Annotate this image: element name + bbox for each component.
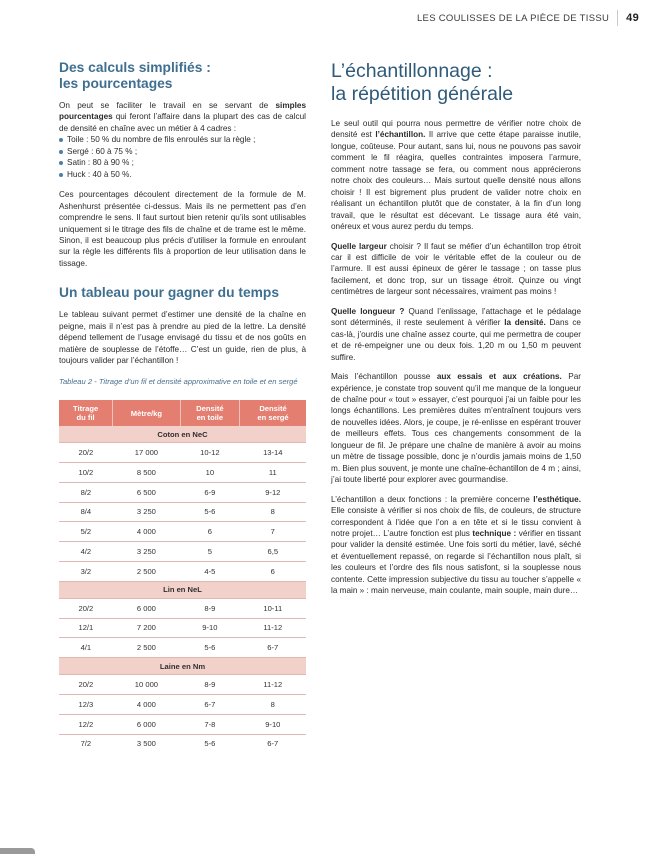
title-line: L’échantillonnage : [331, 60, 493, 82]
density-table [59, 400, 306, 753]
table-cell: 6-7 [180, 694, 239, 714]
table-cell: 9-10 [240, 714, 306, 734]
table-cell: 11 [240, 463, 306, 483]
table-cell: 9-10 [180, 618, 239, 638]
table-cell: 7-8 [180, 714, 239, 734]
table-cell: 12/3 [59, 694, 113, 714]
table-cell: 5-6 [204, 739, 216, 749]
group-label: Coton en NeC [59, 426, 306, 443]
header-divider [617, 10, 618, 26]
table-cell: 4/1 [59, 638, 113, 658]
table-cell: 6 [240, 561, 306, 581]
column-header: Densité en sergé [240, 400, 306, 426]
list-item: Sergé : 60 à 75 % ; [59, 146, 306, 157]
table-row [59, 638, 306, 658]
table-cell: 8/2 [59, 482, 113, 502]
table-cell: 12/2 [59, 714, 113, 734]
right-column [331, 60, 581, 597]
table-cell: 5/2 [59, 522, 113, 542]
table-body [59, 426, 306, 753]
table-cell: 20/2 [59, 675, 113, 695]
table-cell: 10-11 [240, 598, 306, 618]
table-cell: 11-12 [240, 618, 306, 638]
table-cell: 6-9 [180, 482, 239, 502]
table-cell: 17 000 [113, 443, 180, 463]
page-number: 49 [626, 12, 639, 24]
column-header: Mètre/kg [113, 400, 180, 426]
table-cell: 8/4 [59, 502, 113, 522]
title-line: les pourcentages [59, 76, 173, 91]
table-group-row [59, 426, 306, 443]
table-cell: 7 [240, 522, 306, 542]
table-header-row [59, 400, 306, 426]
table-cell: 2 500 [113, 561, 180, 581]
table-cell: 6 000 [113, 714, 180, 734]
table-cell: 10 [180, 463, 239, 483]
table-cell: 7/2 [80, 739, 92, 749]
table-group-row [59, 581, 306, 598]
table-cell: 8 [240, 502, 306, 522]
table-cell: 8-9 [180, 598, 239, 618]
main-title [331, 60, 581, 106]
table-cell: 20/2 [59, 598, 113, 618]
list-item: Satin : 80 à 90 % ; [59, 157, 306, 168]
table-cell: 6-7 [267, 739, 279, 749]
table-cell: 6-7 [240, 638, 306, 658]
table-row [59, 542, 306, 562]
bold-text: simples pourcentages [59, 101, 306, 122]
table-cell: 12/1 [59, 618, 113, 638]
column-header: Densité en toile [180, 400, 239, 426]
table-cell: 6,5 [240, 542, 306, 562]
table-cell: 3 250 [113, 542, 180, 562]
title-line: la répétition générale [331, 83, 514, 105]
running-header [417, 9, 639, 27]
table-group-row [59, 658, 306, 675]
text-run: qui feront l’affaire dans la plupart des cas de calcul de densité en chaîne avec un métier à 4 cadres : [59, 112, 306, 133]
paragraph-largeur: Quelle largeur choisir ? Il faut se méfier d’un échantillon trop étroit car il est difficile de voir le véritable effet de la couleur ou de l’armure. Il est aussi épineux de gérer le tassage ; on tasse plus facilement, et donc trop, sur un tissage étroit. Quinze ou vingt centimètres de largeur sont nécessaires, vraiment pas moins ! [331, 241, 581, 297]
table-row [59, 443, 306, 463]
table-row [59, 522, 306, 542]
group-label: Laine en Nm [59, 658, 306, 675]
table-cell: 13-14 [240, 443, 306, 463]
paragraph-echantillon: Le seul outil qui pourra nous permettre de vérifier notre choix de densité est l’échantillon. Il arrive que cette étape paraisse inutile, longue, coûteuse. Pour autant, sans lui, nous ne pouvons pas savoir comment le fil réagira, quelles contraintes imposera l’armure, comment notre tassage se fera, ou comment nous apprécierons notre choix des couleurs… Mais surtout quelle densité nous allons choisir ! Il est bigrement plus prudent de valider notre choix en réalisant un échantillon plutôt que de constater, à la fin d’un long travail, que le résultat est décevant. Le tissage aura été vain, onéreux et vous aurez perdu du temps. [331, 119, 581, 232]
table-row [59, 694, 306, 714]
group-label: Lin en NeL [59, 581, 306, 598]
left-column [59, 60, 306, 753]
table-cell: 10-12 [180, 443, 239, 463]
paragraph-essais: Mais l’échantillon pousse aux essais et aux créations. Par expérience, je constate trop souvent qu’il me manque de la longueur de chaîne pour « tout » essayer, c’est pourquoi j’ai un faible pour les longs échantillons. Les premières duites m’entraînent toujours vers de nouvelles idées. Alors, je coupe, je ré-enlisse en espérant trouver de meilleurs effets. Tous ces changements consomment de la longueur de fil. Je prépare une chaîne de manière à avoir au moins un mètre de tissage possible, donc je n’ourdis jamais moins de 1,50 m. Bien plus souvent, je monte une chaîne-échantillon de 4 m ; ainsi, j’ai toute liberté pour explorer avec gourmandise. [331, 372, 581, 485]
list-item: Huck : 40 à 50 %. [59, 169, 306, 180]
table-cell: 6 000 [113, 598, 180, 618]
table-cell: 4/2 [59, 542, 113, 562]
table-row [59, 734, 306, 753]
table-cell: 3 250 [113, 502, 180, 522]
table-row [59, 482, 306, 502]
table-cell: 4-5 [180, 561, 239, 581]
table-row [59, 502, 306, 522]
table-cell: 3 500 [136, 739, 156, 749]
table-cell: 10/2 [59, 463, 113, 483]
table-row [59, 561, 306, 581]
column-header: Titrage du fil [59, 400, 113, 426]
table-cell: 10 000 [113, 675, 180, 695]
table-cell: 7 200 [113, 618, 180, 638]
list-item: Toile : 50 % du nombre de fils enroulés sur la règle ; [59, 134, 306, 145]
page-corner-mark [0, 848, 35, 854]
table-cell: 6 500 [113, 482, 180, 502]
table-cell: 2 500 [113, 638, 180, 658]
table-row [59, 675, 306, 695]
table-cell: 20/2 [59, 443, 113, 463]
intro-paragraph [59, 100, 306, 134]
paragraph-longueur: Quelle longueur ? Quand l’enlissage, l’attachage et le pédalage sont déterminés, il reste seulement à vérifier la densité. Dans ce cas-là, j’ourdis une chaîne assez courte, qui me permettra de couper et de ré-empeigner une ou deux fois. 1,20 m ou 1,50 m peuvent suffire. [331, 306, 581, 362]
percentage-list [59, 134, 306, 180]
paragraph-tableau: Le tableau suivant permet d’estimer une densité de la chaîne en peigne, mais il n’est pas à prendre au pied de la lettre. La densité dépend tellement de l’usage envisagé du tissu et de nos goûts en matière de souplesse de l’étoffe… C’est un guide, rien de plus, à toujours valider par l’échantillon ! [59, 310, 306, 366]
table-cell: 4 000 [113, 522, 180, 542]
table-cell: 8-9 [180, 675, 239, 695]
table-cell: 5-6 [180, 502, 239, 522]
table-cell: 8 500 [113, 463, 180, 483]
table-cell: 11-12 [240, 675, 306, 695]
table-row [59, 598, 306, 618]
table-cell: 8 [240, 694, 306, 714]
table-cell: 4 000 [113, 694, 180, 714]
table-caption: Tableau 2 - Titrage d’un fil et densité approximative en toile et en sergé [59, 376, 298, 386]
table-row [59, 463, 306, 483]
section-title-pourcentages [59, 60, 306, 92]
paragraph-fonctions: L’échantillon a deux fonctions : la première concerne l’esthétique. Elle consiste à vérifier si nos choix de fils, de couleurs, de structure correspondent à l’idée que l’on a en tête et si le tissu convient à notre projet… L’autre fonction est plus technique : vérifier en tissant pour valider la densité estimée. Une fois sorti du métier, lavé, séché et éventuellement repassé, on regarde si l’échantillon nous plaît, si les couleurs et l’ordre des fils nous satisfont, si la souplesse nous contente. Cette impression subjective du tissu au toucher s’appelle « la main » : main nerveuse, main coulante, main souple, main dure… [331, 494, 582, 596]
text-run: On peut se faciliter le travail en se servant de [59, 101, 276, 110]
table-cell: 6 [180, 522, 239, 542]
table-cell: 5 [180, 542, 239, 562]
title-line: Des calculs simplifiés : [59, 60, 211, 75]
paragraph-ashenhurst: Ces pourcentages découlent directement de la formule de M. Ashenhurst présentée ci-dessus. Mais ils ne permettent pas d’en comprendre le sens. Il faut surtout bien retenir qu’ils sont utilisables uniquement si le titrage des fils de chaîne et de trame est le même. Sinon, il est beaucoup plus précis d’utiliser la formule en enroulant sur la règle les différents fils à proportion de leur utilisation dans le tissage. [59, 190, 306, 268]
table-cell: 9-12 [240, 482, 306, 502]
running-title: LES COULISSES DE LA PIÈCE DE TISSU [416, 12, 610, 24]
section-title-tableau: Un tableau pour gagner du temps [59, 285, 280, 301]
table-row [59, 618, 306, 638]
table-row [59, 714, 306, 734]
table-cell: 3/2 [59, 561, 113, 581]
table-cell: 5-6 [180, 638, 239, 658]
